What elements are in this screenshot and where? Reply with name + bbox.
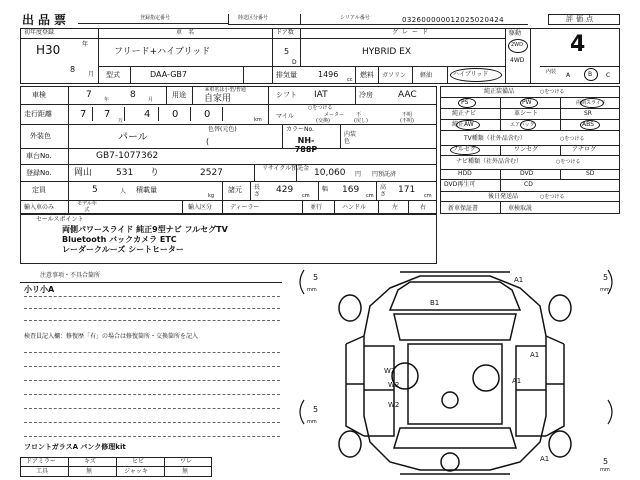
shift-value: IAT — [314, 90, 328, 100]
grade-field-value: HYBRID EX — [362, 47, 411, 57]
interior-color-label: 内装色 — [344, 131, 357, 145]
dims-label: 諸元 — [228, 186, 242, 194]
car-rear-window — [394, 428, 516, 448]
field2-label: 陸送区分番号 — [238, 15, 269, 21]
tv-title: TV種類（社外品含む） — [464, 135, 526, 142]
year-value: H30 — [36, 43, 61, 57]
reg-class: 531 — [116, 168, 134, 178]
caution-label: 注意事項・不具合箇所 — [40, 272, 101, 279]
reg-label: 登録No. — [26, 169, 52, 177]
aircon-label: 冷房 — [359, 91, 373, 99]
car-left-side-panel — [346, 336, 364, 436]
capacity-label: 定員 — [32, 186, 46, 194]
reg-kana: り — [150, 168, 160, 178]
displacement-label: 排気量 — [276, 71, 297, 79]
inspector-label: 検査員記入欄：修復歴「有」の場合は修復箇所・交換箇所を記入 — [24, 333, 199, 340]
damage-mark-a1-front: A1 — [514, 276, 524, 284]
fuel-hybrid: ハイブリッド — [453, 71, 489, 78]
damage-mark-w2-b: W2 — [388, 381, 400, 389]
dvd-label: DVD再生可 — [444, 181, 476, 188]
wheel-rear-left — [339, 431, 361, 457]
tread-rr: 5 — [603, 457, 609, 466]
aircon-value: AAC — [398, 90, 417, 100]
color-change-label: 色替(元色) — [208, 126, 237, 133]
grade-label: 評価点 — [566, 15, 596, 23]
height-value: 171 — [398, 185, 416, 195]
doors-label: ドア数 — [276, 29, 294, 36]
car-name-label: 車名 — [176, 29, 201, 36]
selling-line-1: 両側パワースライド 純正9型ナビ フルセグTV — [62, 225, 228, 234]
model-value: DAA-GB7 — [150, 70, 187, 79]
damage-mark-a1-rear: A1 — [540, 455, 550, 463]
mile-label: マイル — [276, 113, 294, 120]
recycle-label: リサイクル預託金 — [262, 165, 310, 172]
car-hood — [390, 282, 520, 310]
import-class-label: 輸入区分 — [188, 204, 213, 211]
doors-value: 5 — [284, 47, 290, 56]
month-value: 8 — [70, 65, 76, 74]
model-label: 型式 — [106, 71, 120, 79]
capacity-value: 5 — [92, 185, 98, 195]
wheel-rear-right — [549, 431, 571, 457]
shaken-month: 8 — [130, 90, 136, 100]
color-no-value: NH-788P — [294, 136, 318, 154]
serial-label: シリアル番号 — [340, 15, 370, 21]
ext-color-label: 外装色 — [30, 132, 51, 140]
field1-label: 登録指定番号 — [140, 15, 171, 21]
tread-fr: 5 — [603, 273, 609, 282]
equipment-title: 純正装備品 — [484, 88, 515, 95]
fuel-label: 燃料 — [360, 71, 374, 79]
car-roof — [408, 344, 502, 424]
damage-mark-w2-a: W2 — [384, 367, 396, 375]
chassis-value: GB7-1077362 — [96, 151, 159, 161]
damage-mark-a1-right: A1 — [530, 351, 540, 359]
car-name-value: フリード+ハイブリッド — [114, 47, 211, 57]
form-title: 出品票 — [22, 13, 71, 27]
selling-label: セールスポイント — [36, 216, 84, 223]
interior-label: 内装 — [546, 69, 557, 75]
grade-value: 4 — [570, 32, 586, 57]
caution-value: 小リ小A — [24, 285, 55, 294]
detail-frame — [20, 86, 437, 214]
shaken-label: 車検 — [32, 91, 46, 99]
ext-color-value: パール — [118, 132, 148, 143]
after-title: 後日発送品 — [488, 193, 519, 200]
marker-circle-side — [442, 392, 458, 408]
wheel-front-right — [549, 295, 571, 321]
serial-value: 032600000012025020424 — [402, 16, 504, 24]
reg-place: 岡山 — [74, 168, 93, 178]
wheel-front-left — [339, 295, 361, 321]
color-no-label: カラーNo. — [286, 126, 314, 133]
mileage-label: 走行距離 — [24, 110, 52, 118]
selling-line-2: Bluetooth バックカメラ ETC — [62, 235, 177, 244]
chassis-label: 車台No. — [26, 152, 52, 160]
shift-label: シフト — [276, 91, 297, 99]
marker-circle-right — [473, 365, 499, 391]
tread-fl: 5 — [313, 273, 319, 282]
usage-value: 自家用 — [204, 94, 232, 104]
usage-label: 用途 — [172, 91, 186, 99]
first-reg-label: 初年度登録 — [24, 29, 55, 36]
reg-number: 2527 — [200, 168, 223, 178]
nav-title: ナビ種類（社外品含む） — [456, 158, 523, 165]
tread-rl: 5 — [313, 405, 319, 414]
damage-mark-a1-side: A1 — [512, 377, 522, 385]
recycle-value: 10,060 — [314, 168, 346, 178]
marker-circle-rear — [441, 453, 459, 471]
displacement-value: 1496 — [318, 70, 339, 79]
grade-field-label: グレード — [392, 29, 433, 36]
car-right-doors — [516, 346, 546, 436]
windshield-note: フロントガラスA パンク修理kit — [24, 443, 126, 451]
selling-line-3: レーダークルーズ シートヒーター — [62, 245, 184, 254]
damage-mark-w2-c: W2 — [388, 401, 400, 409]
length-value: 429 — [276, 185, 294, 195]
car-windshield — [394, 314, 516, 340]
drive-label: 駆動 — [509, 30, 522, 37]
car-damage-diagram — [290, 266, 630, 478]
handle-label: ハンドル — [342, 204, 367, 211]
shaken-year: 7 — [86, 90, 92, 100]
car-right-side-panel — [546, 336, 564, 436]
load-label: 積載量 — [136, 186, 157, 194]
car-left-doors — [364, 346, 394, 436]
import-label: 輸入車のみ — [24, 204, 55, 211]
width-value: 169 — [342, 185, 360, 195]
damage-mark-b1: B1 — [430, 299, 440, 307]
